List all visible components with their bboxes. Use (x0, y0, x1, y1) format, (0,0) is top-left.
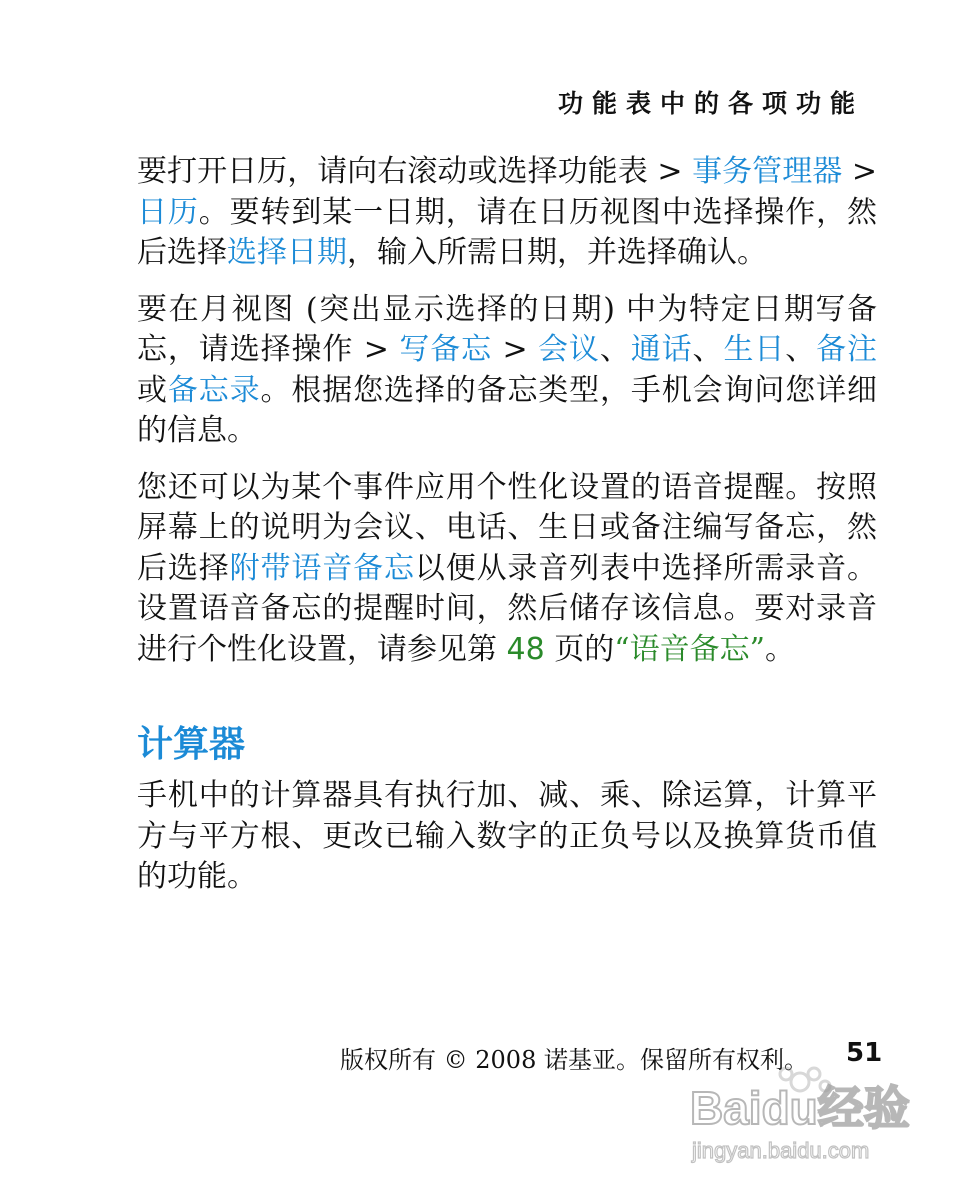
page-number: 51 (846, 1038, 883, 1068)
text: ，然后选择 (137, 194, 878, 270)
text: ，输入所需日期，并选择 (347, 235, 677, 270)
separator: 、 (785, 332, 817, 367)
link-meeting[interactable]: 会议 (538, 332, 600, 367)
link-birthday[interactable]: 生日 (723, 332, 786, 367)
menu-term: 操作 (754, 194, 817, 230)
watermark-url: jingyan.baidu.com (692, 1138, 870, 1163)
paragraph-voice-reminder (137, 468, 877, 671)
link-attach-voice-note[interactable]: 附带语音备忘 (229, 550, 415, 586)
paragraph-calculator: 手机中的计算器具有执行加、减、乘、除运算，计算平方与平方根、更改已输入数字的正负号以及换算货币值的功能。 (137, 778, 877, 894)
separator: > (492, 332, 539, 367)
copyright-notice: 版权所有 © 2008 诺基亚。保留所有权利。 (340, 1046, 808, 1074)
link-write-note[interactable]: 写备忘 (399, 332, 493, 367)
running-header: 功能表中的各项功能 (557, 89, 864, 118)
text: 。 (737, 235, 767, 270)
text: 。根据您选择的备忘类型，手机会询问您详细的信息。 (137, 372, 878, 448)
page-content (137, 152, 877, 914)
link-memo[interactable]: 备注 (816, 332, 878, 367)
menu-term: 操作 (291, 332, 354, 367)
text: 要在月视图 (突出显示选择的日期) 中为特定日期写备忘，请选择 (137, 291, 877, 367)
text: 要打开日历，请向右滚动或选择 (137, 154, 558, 189)
link-reminder[interactable]: 备忘录 (167, 372, 261, 408)
section-reference[interactable]: “语音备忘” (614, 631, 765, 667)
text: 。 (764, 631, 795, 667)
menu-term: 功能表 (557, 154, 648, 189)
link-organiser[interactable]: 事务管理器 (692, 154, 843, 189)
paragraph-write-note (137, 290, 877, 452)
link-select-date[interactable]: 选择日期 (227, 235, 347, 270)
separator: > (842, 154, 877, 189)
menu-term: 确认 (677, 235, 737, 270)
text: 您还可以为某个事件应用个性化设置的语音提醒。按照屏幕上的说明为会议、电话、生日或备注编写备忘，然后选择 (137, 469, 877, 586)
separator: > (647, 154, 693, 189)
separator: > (353, 332, 400, 367)
text: 页的 (544, 631, 615, 667)
separator: 、 (599, 332, 631, 367)
page-reference[interactable]: 48 (506, 631, 545, 667)
separator: 、 (692, 332, 724, 367)
paragraph-calendar-open (137, 152, 877, 274)
watermark-brand: Baidu经验 (690, 1082, 910, 1134)
text: 以便从录音列表中选择所需录音。设置语音备忘的提醒时间，然后储存该信息。要对录音进行个性化设置，请参见第 (137, 550, 878, 667)
text: 。要转到某一日期，请在日历视图中选择 (198, 194, 755, 230)
text: 或 (137, 372, 168, 408)
baidu-watermark-logo (688, 1062, 918, 1166)
section-title-calculator: 计算器 (137, 724, 246, 765)
link-call[interactable]: 通话 (630, 332, 693, 367)
link-calendar[interactable]: 日历 (137, 194, 199, 230)
